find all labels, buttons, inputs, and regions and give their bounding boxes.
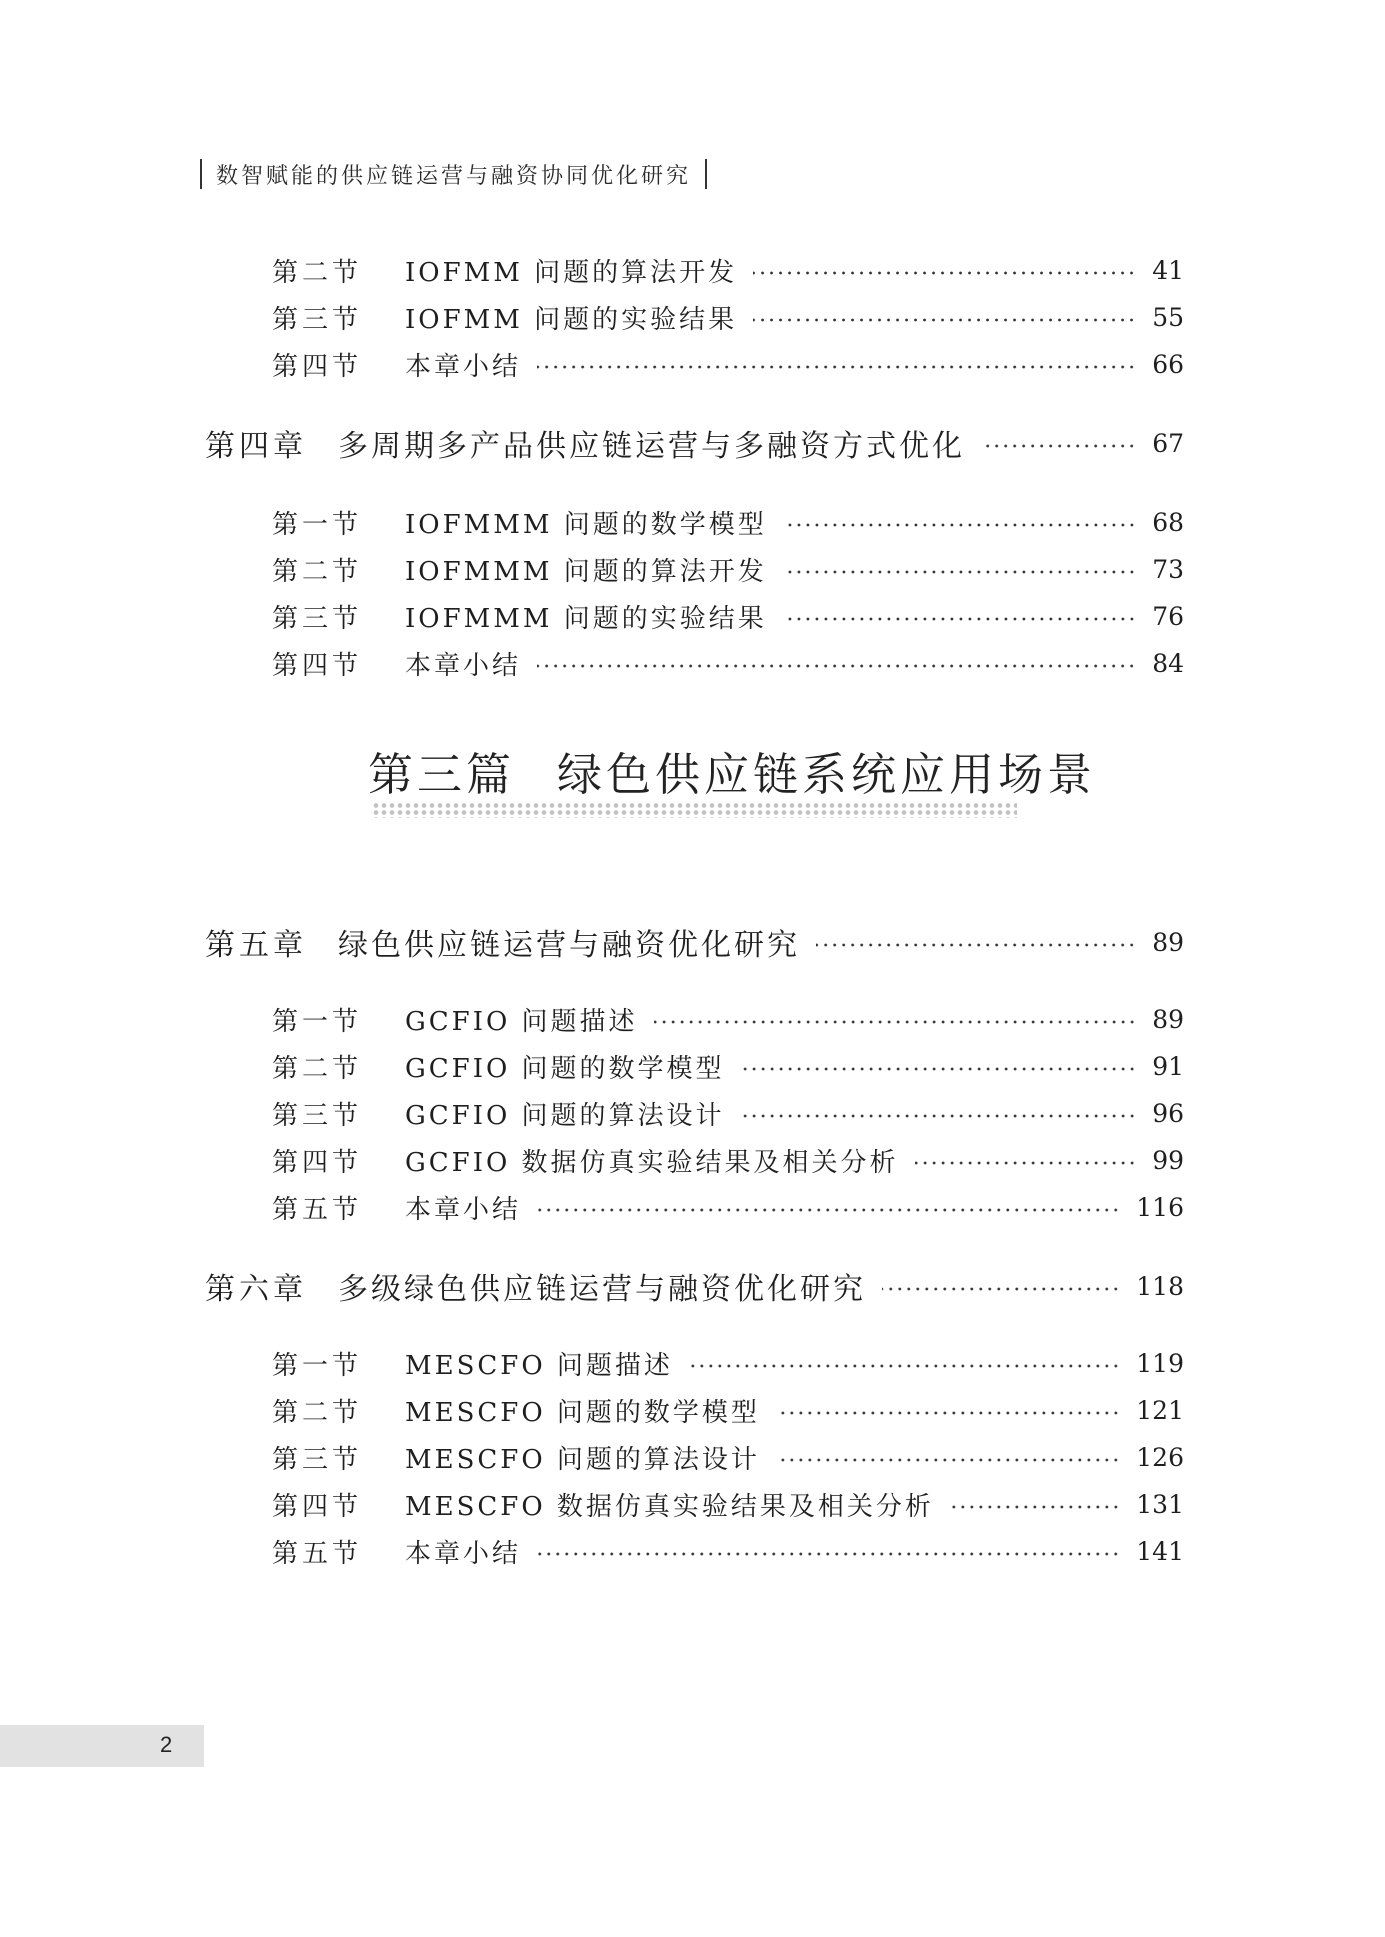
dot-leader — [783, 523, 1136, 527]
section-title: GCFIO 问题描述 — [405, 1006, 638, 1037]
page-ref: 91 — [1152, 1051, 1184, 1081]
toc-section-entry[interactable] — [272, 999, 1184, 1039]
toc-chapter-entry[interactable] — [205, 423, 1184, 463]
page-ref: 66 — [1152, 349, 1184, 379]
part-number: 第三篇 — [368, 748, 516, 801]
page-ref: 73 — [1152, 554, 1184, 584]
chapter-number: 第五章 — [205, 928, 307, 963]
toc-section-entry[interactable] — [272, 1437, 1184, 1477]
section-title: IOFMMM 问题的算法开发 — [405, 556, 767, 587]
dot-leader — [915, 1161, 1137, 1165]
page-ref: 141 — [1136, 1536, 1184, 1566]
dot-leader — [537, 664, 1136, 668]
toc-section-entry[interactable] — [272, 250, 1184, 290]
dot-leader — [537, 1552, 1120, 1556]
section-title: IOFMM 问题的实验结果 — [405, 304, 738, 335]
dot-leader — [741, 1114, 1137, 1118]
chapter-number: 第六章 — [205, 1272, 307, 1307]
dot-leader — [816, 943, 1136, 947]
running-header — [200, 157, 721, 191]
dot-leader — [753, 271, 1136, 275]
section-number: 第一节 — [272, 1350, 363, 1381]
header-divider-left — [200, 159, 202, 189]
toc-section-entry[interactable] — [272, 643, 1184, 683]
section-number: 第二节 — [272, 1053, 363, 1084]
running-header-title: 数智赋能的供应链运营与融资协同优化研究 — [216, 163, 692, 189]
section-number: 第四节 — [272, 1147, 363, 1178]
toc-section-entry[interactable] — [272, 502, 1184, 542]
toc-chapter-entry[interactable] — [205, 922, 1184, 962]
toc-section-entry[interactable] — [272, 1390, 1184, 1430]
section-title: IOFMMM 问题的实验结果 — [405, 603, 767, 634]
toc-section-entry[interactable] — [272, 344, 1184, 384]
page-number: 2 — [160, 1732, 173, 1757]
header-divider-right — [705, 159, 707, 189]
section-title: MESCFO 问题描述 — [405, 1350, 673, 1381]
chapter-title: 绿色供应链运营与融资优化研究 — [338, 928, 800, 963]
section-number: 第四节 — [272, 1491, 363, 1522]
section-title: MESCFO 问题的数学模型 — [405, 1397, 760, 1428]
toc-section-entry[interactable] — [272, 1343, 1184, 1383]
section-number: 第三节 — [272, 1444, 363, 1475]
page-ref: 131 — [1136, 1489, 1184, 1519]
dot-leader — [783, 570, 1136, 574]
toc-section-entry[interactable] — [272, 1187, 1184, 1227]
page-number-tab — [0, 1725, 204, 1767]
page-ref: 126 — [1136, 1442, 1184, 1472]
page-ref: 96 — [1152, 1098, 1184, 1128]
chapter-title: 多周期多产品供应链运营与多融资方式优化 — [338, 429, 965, 464]
section-title: 本章小结 — [405, 1194, 522, 1225]
page-ref: 99 — [1152, 1145, 1184, 1175]
page-ref: 119 — [1136, 1348, 1184, 1378]
toc-section-entry[interactable] — [272, 549, 1184, 589]
section-number: 第一节 — [272, 1006, 363, 1037]
page-ref: 116 — [1136, 1192, 1184, 1222]
section-title: 本章小结 — [405, 650, 522, 681]
page-ref: 89 — [1152, 927, 1184, 957]
toc-section-entry[interactable] — [272, 1531, 1184, 1571]
chapter-number: 第四章 — [205, 429, 307, 464]
section-number: 第五节 — [272, 1538, 363, 1569]
section-number: 第一节 — [272, 509, 363, 540]
page-ref: 67 — [1152, 428, 1184, 458]
dot-leader — [753, 318, 1136, 322]
section-title: 本章小结 — [405, 351, 522, 382]
section-number: 第四节 — [272, 650, 363, 681]
toc-section-entry[interactable] — [272, 1140, 1184, 1180]
section-title: IOFMMM 问题的数学模型 — [405, 509, 767, 540]
section-title: IOFMM 问题的算法开发 — [405, 257, 738, 288]
dot-leader — [776, 1458, 1120, 1462]
section-title: MESCFO 问题的算法设计 — [405, 1444, 760, 1475]
section-title: GCFIO 数据仿真实验结果及相关分析 — [405, 1147, 899, 1178]
dot-leader — [950, 1505, 1120, 1509]
toc-chapter-entry[interactable] — [205, 1266, 1184, 1306]
dot-leader — [537, 365, 1136, 369]
page-ref: 121 — [1136, 1395, 1184, 1425]
section-number: 第五节 — [272, 1194, 363, 1225]
page-ref: 89 — [1152, 1004, 1184, 1034]
part-heading — [368, 738, 1096, 803]
toc-section-entry[interactable] — [272, 596, 1184, 636]
section-number: 第三节 — [272, 603, 363, 634]
page-ref: 76 — [1152, 601, 1184, 631]
section-number: 第四节 — [272, 351, 363, 382]
page-ref: 55 — [1152, 302, 1184, 332]
section-number: 第三节 — [272, 1100, 363, 1131]
chapter-title: 多级绿色供应链运营与融资优化研究 — [338, 1272, 866, 1307]
section-number: 第二节 — [272, 1397, 363, 1428]
section-number: 第二节 — [272, 257, 363, 288]
page-ref: 68 — [1152, 507, 1184, 537]
toc-section-entry[interactable] — [272, 1046, 1184, 1086]
dot-leader — [882, 1287, 1120, 1291]
section-number: 第二节 — [272, 556, 363, 587]
part-title: 绿色供应链系统应用场景 — [557, 748, 1097, 801]
toc-section-entry[interactable] — [272, 1093, 1184, 1133]
dot-leader — [654, 1020, 1137, 1024]
dot-leader — [981, 444, 1136, 448]
dot-leader — [689, 1364, 1120, 1368]
toc-section-entry[interactable] — [272, 297, 1184, 337]
part-heading-ornament — [372, 802, 1017, 818]
dot-leader — [741, 1067, 1137, 1071]
section-title: 本章小结 — [405, 1538, 522, 1569]
toc-section-entry[interactable] — [272, 1484, 1184, 1524]
dot-leader — [537, 1208, 1120, 1212]
section-title: GCFIO 问题的算法设计 — [405, 1100, 725, 1131]
dot-leader — [776, 1411, 1120, 1415]
section-title: MESCFO 数据仿真实验结果及相关分析 — [405, 1491, 934, 1522]
section-title: GCFIO 问题的数学模型 — [405, 1053, 725, 1084]
page-ref: 118 — [1136, 1271, 1184, 1301]
page-ref: 84 — [1152, 648, 1184, 678]
page-ref: 41 — [1152, 255, 1184, 285]
section-number: 第三节 — [272, 304, 363, 335]
dot-leader — [783, 617, 1136, 621]
